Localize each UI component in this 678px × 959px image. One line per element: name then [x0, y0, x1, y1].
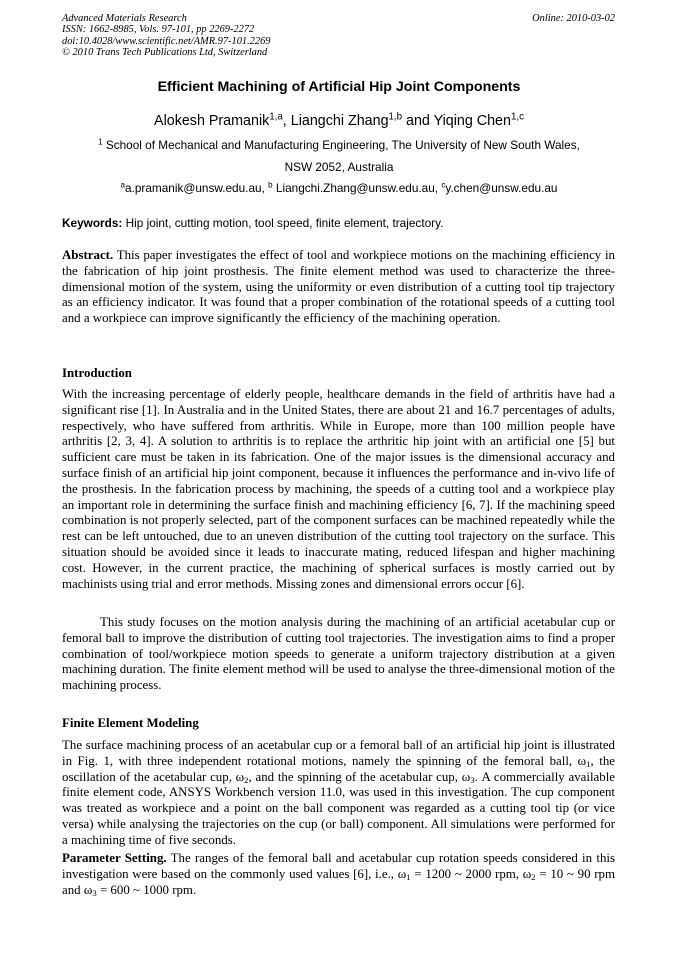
abstract-paragraph: [62, 248, 615, 327]
section-heading-fem: Finite Element Modeling: [62, 716, 199, 730]
subscript: 1: [406, 871, 411, 882]
author-name: Liangchi Zhang: [290, 113, 389, 129]
author-name: Yiqing Chen: [433, 113, 511, 129]
affiliation-text: School of Mechanical and Manufacturing Engineering, The University of New South Wales,: [102, 138, 580, 152]
subscript: 1: [586, 758, 591, 769]
introduction-paragraph-1: With the increasing percentage of elderly people, healthcare demands in the field of arthritis have had a significant rise [1]. In Australia and in the United States, there are about 21 and 16.7 percentages of adults, respectively, who have suffered from arthritis. While in Europe, more than 100 million people have arthritis [2, 3, 4]. A solution to arthritis is to replace the arthritic hip joint with an artificial one [5] but sufficient care must be taken in its fabrication. One of the major issues is the dimensional accuracy and surface finish of an artificial hip joint component, because it influences the performance and in-vivo life of the prosthesis. In the fabrication process by machining, the speeds of a cutting tool and a workpiece play an important role in determining the surface finish and machining efficiency [6, 7]. If the machining speed combination is not properly selected, part of the component surfaces can be machined repeatedly while the rest can be left untouched, due to an uneven distribution of the cutting tool trajectory on the surface. This situation should be avoided since it leads to inaccurate mating, reduced lifespan and higher machining cost. However, in the current practice, the machining of spherical surfaces is mostly carried out by machinists using trial and error methods. Missing zones and dimensional errors occur [6].: [62, 387, 615, 591]
fem-text: , and the spinning of the acetabular cup, ω: [248, 769, 471, 784]
keywords: [62, 216, 615, 230]
author-separator: ,: [282, 113, 291, 129]
email-mark: b: [268, 180, 273, 190]
fem-text: = 10 ~ 90 rpm and ω: [62, 866, 615, 897]
author-affiliation-mark: 1,a: [269, 111, 283, 123]
email-mark: a: [120, 180, 125, 190]
online-date: Online: 2010-03-02: [532, 13, 615, 24]
author-affiliation-mark: 1,b: [388, 111, 403, 123]
fem-text: The ranges of the femoral ball and acetabular cup rotation speeds considered in this investigation were based on the commonly used values [6], i.e., ω: [62, 851, 615, 881]
copyright-line: © 2010 Trans Tech Publications Ltd, Switzerland: [62, 47, 268, 59]
issn-line: ISSN: 1662-8985, Vols. 97-101, pp 2269-2272: [62, 24, 255, 36]
fem-text: . A commercially available finite element code, ANSYS Workbench version 11.0, was used in this investigation. The cup component was treated as workpiece and a point on the ball component was regarded as a cutting tool tip (or vice versa) while analysing the trajectories on the cup (or ball) component. All simulations were performed for a machining time of five seconds.: [62, 769, 615, 847]
keywords-label: Keywords:: [62, 216, 123, 230]
journal-name: Advanced Materials Research: [62, 13, 187, 24]
keywords-text: Hip joint, cutting motion, tool speed, finite element, trajectory.: [122, 216, 444, 230]
fem-text: , the oscillation of the acetabular cup, ω: [62, 753, 616, 784]
section-heading-introduction: Introduction: [62, 366, 132, 380]
parameter-setting-label: Parameter Setting.: [62, 851, 167, 865]
affiliation-mark: 1: [98, 137, 103, 147]
parameter-setting-paragraph: [62, 851, 615, 898]
introduction-paragraph-2: This study focuses on the motion analysis during the machining of an artificial acetabular cup or femoral ball to improve the distribution of cutting tool trajectories. The investigation aims to find a proper combination of tool/workpiece motion speeds to generate a uniform trajectory distribution at a given machining duration. The finite element method will be used to analyse the three-dimensional motion of the machining process.: [62, 615, 615, 693]
email-link[interactable]: Liangchi.Zhang@unsw.edu.au,: [272, 181, 442, 195]
email-link[interactable]: a.pramanik@unsw.edu.au,: [125, 181, 269, 195]
author-name: Alokesh Pramanik: [154, 113, 270, 129]
fem-text: The surface machining process of an acetabular cup or a femoral ball of an artificial hip joint is illustrated in Fig. 1, with three independent rotational motions, namely the spinning of the femoral ball, ω: [62, 738, 615, 768]
subscript: 2: [244, 774, 249, 785]
paper-title: Efficient Machining of Artificial Hip Joint Components: [157, 79, 521, 95]
affiliation-line-1: [0, 138, 678, 152]
fem-paragraph-1: [62, 738, 615, 849]
abstract-text: This paper investigates the effect of tool and workpiece motions on the machining efficiency in the fabrication of hip joint prosthesis. The finite element method was used to characterize the three-dimensional motion of the system, using the uniformity or even distribution of a cutting tool tip trajectory as an efficiency indicator. It was found that a proper combination of the rotational speeds of a cutting tool and a workpiece can improve significantly the efficiency of the machining operation.: [62, 248, 615, 326]
subscript: 3: [92, 887, 97, 898]
abstract-label: Abstract.: [62, 248, 114, 262]
subscript: 2: [531, 871, 536, 882]
email-link[interactable]: y.chen@unsw.edu.au: [445, 181, 558, 195]
doi-line: doi:10.4028/www.scientific.net/AMR.97-101.2269: [62, 35, 271, 47]
fem-text: = 1200 ~ 2000 rpm, ω: [410, 866, 532, 881]
fem-text: = 600 ~ 1000 rpm.: [96, 882, 197, 897]
affiliation-line-2: NSW 2052, Australia: [284, 160, 394, 174]
author-list: [0, 113, 678, 129]
author-separator: and: [402, 113, 434, 129]
subscript: 3: [470, 774, 475, 785]
author-affiliation-mark: 1,c: [510, 111, 524, 123]
email-list: [0, 181, 678, 195]
email-mark: c: [441, 180, 446, 190]
journal-header: [62, 13, 615, 59]
